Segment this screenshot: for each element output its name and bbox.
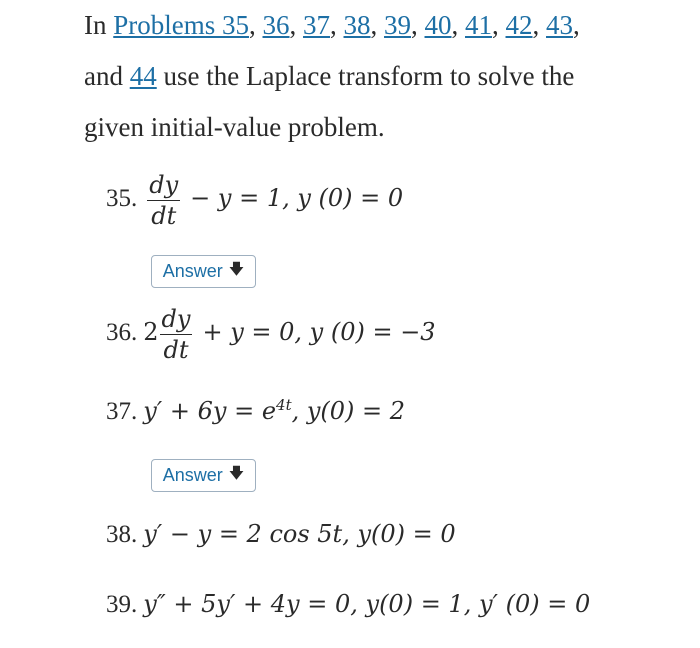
derivative-fraction bbox=[147, 172, 180, 229]
problem-number: 39. bbox=[106, 591, 138, 618]
intro-paragraph bbox=[84, 0, 644, 153]
intro-line-2-text: use the Laplace transform to solve the bbox=[163, 61, 575, 91]
problem-link-39[interactable]: 39 bbox=[384, 10, 412, 40]
fraction-numerator: dy bbox=[149, 171, 179, 199]
equation-text: y′ + 6y = e bbox=[143, 397, 277, 425]
intro-line-2 bbox=[84, 51, 644, 102]
equation-text: − y = 1, y (0) = 0 bbox=[190, 184, 404, 213]
problem-link-37[interactable]: 37 bbox=[303, 10, 331, 40]
problem-link-40[interactable]: 40 bbox=[424, 10, 452, 40]
problem-number: 36. bbox=[106, 319, 138, 347]
problem-number: 35. bbox=[106, 185, 138, 213]
problem-number: 37. bbox=[106, 398, 138, 425]
problem-35 bbox=[106, 172, 403, 229]
problem-link-43[interactable]: 43 bbox=[546, 10, 574, 40]
fraction-denominator: dt bbox=[151, 202, 177, 230]
right-margin bbox=[656, 0, 700, 648]
answer-button-35[interactable] bbox=[151, 255, 256, 288]
fraction-denominator: dt bbox=[163, 336, 189, 364]
problem-link-38[interactable]: 38 bbox=[343, 10, 371, 40]
problem-link-36[interactable]: 36 bbox=[262, 10, 290, 40]
derivative-fraction bbox=[160, 306, 193, 363]
problem-37 bbox=[106, 396, 405, 426]
intro-prefix: In bbox=[84, 10, 107, 40]
intro-line-3: given initial-value problem. bbox=[84, 112, 385, 142]
intro-and: and bbox=[84, 61, 123, 91]
problem-link-44[interactable]: 44 bbox=[129, 61, 157, 91]
problem-link-42[interactable]: 42 bbox=[505, 10, 533, 40]
answer-button-37[interactable] bbox=[151, 459, 256, 492]
problems-link[interactable]: Problems 35 bbox=[113, 10, 250, 40]
intro-line-1: In Problems 35, 36, 37, 38, 39, 40, 41, 42, 43, bbox=[84, 10, 580, 40]
equation-tail: , y(0) = 2 bbox=[291, 397, 406, 425]
problem-link-41[interactable]: 41 bbox=[465, 10, 493, 40]
equation-text: y′ − y = 2 cos 5t, y(0) = 0 bbox=[143, 520, 456, 548]
equation-text: y″ + 5y′ + 4y = 0, y(0) = 1, y′ (0) = 0 bbox=[143, 590, 591, 618]
fraction-numerator: dy bbox=[161, 305, 191, 333]
answer-label: Answer bbox=[162, 465, 223, 485]
problem-39 bbox=[106, 590, 590, 619]
exponent: 4t bbox=[276, 396, 292, 414]
down-arrow-icon: 🡇 bbox=[228, 261, 245, 278]
problem-38 bbox=[106, 520, 456, 549]
equation-text: + y = 0, y (0) = −3 bbox=[202, 318, 436, 347]
problem-number: 38. bbox=[106, 521, 138, 548]
left-margin bbox=[0, 0, 44, 648]
down-arrow-icon: 🡇 bbox=[228, 465, 245, 482]
problem-36 bbox=[106, 306, 436, 363]
answer-label: Answer bbox=[162, 261, 223, 281]
coefficient: 2 bbox=[143, 318, 159, 347]
